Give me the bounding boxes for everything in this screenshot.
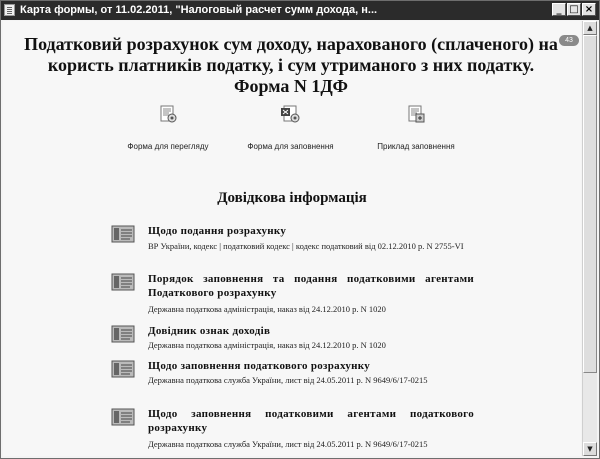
document-icon (110, 272, 136, 292)
scroll-up-icon[interactable]: ▲ (583, 21, 597, 35)
document-icon (110, 324, 136, 344)
title-bar[interactable] (1, 1, 599, 20)
doc-description: ВР України, кодекс | податковий кодекс | кодекс податковий від 02.12.2010 р. N 2755-VI (148, 241, 464, 251)
doc-title[interactable]: Порядок заповнення та подання податковими агентами Податкового розрахунку (148, 273, 474, 299)
doc-title[interactable]: Щодо заповнення податковими агентами податкового розрахунку (148, 408, 474, 434)
form-fill-icon (280, 105, 302, 125)
doc-description: Державна податкова адміністрація, наказ від 24.12.2010 р. N 1020 (148, 304, 386, 314)
doc-description: Державна податкова служба України, лист від 24.05.2011 р. N 9649/6/17-0215 (148, 375, 428, 385)
doc-title[interactable]: Щодо заповнення податкового розрахунку (148, 360, 371, 372)
vertical-scrollbar[interactable] (582, 21, 597, 456)
maximize-button[interactable]: □ (567, 3, 581, 16)
form-view-icon (157, 105, 179, 125)
scroll-down-icon[interactable]: ▼ (583, 442, 597, 456)
minimize-button[interactable]: _ (552, 3, 566, 16)
fill-example-link[interactable] (361, 105, 471, 151)
form-fill-label: Форма для заповнення (247, 142, 334, 151)
document-app-icon (4, 4, 15, 16)
form-view-label: Форма для перегляду (127, 142, 209, 151)
document-view (3, 21, 581, 456)
form-view-link[interactable] (118, 105, 218, 151)
doc-description: Державна податкова служба України, лист від 24.05.2011 р. N 9649/6/17-0215 (148, 439, 428, 449)
document-icon (110, 359, 136, 379)
form-fill-link[interactable] (233, 105, 348, 151)
page-count-badge: 43 (559, 35, 579, 46)
document-icon (110, 224, 136, 244)
doc-title[interactable]: Щодо подання розрахунку (148, 225, 287, 237)
close-button[interactable]: × (582, 3, 596, 16)
scrollbar-thumb[interactable] (583, 35, 597, 373)
fill-example-label: Приклад заповнення (377, 142, 455, 151)
doc-title[interactable]: Довідник ознак доходів (148, 325, 271, 337)
fill-example-icon (405, 105, 427, 125)
section-title: Довідкова інформація (217, 190, 367, 206)
doc-description: Державна податкова адміністрація, наказ від 24.12.2010 р. N 1020 (148, 340, 386, 350)
document-icon (110, 407, 136, 427)
window-title: Карта формы, от 11.02.2011, "Налоговый расчет сумм дохода, н... (20, 4, 378, 16)
page-title: Податковий розрахунок сум доходу, нарахованого (сплаченого) на користь платників податку, і сум утриманого з них податку. Форма N 1ДФ (24, 34, 558, 96)
